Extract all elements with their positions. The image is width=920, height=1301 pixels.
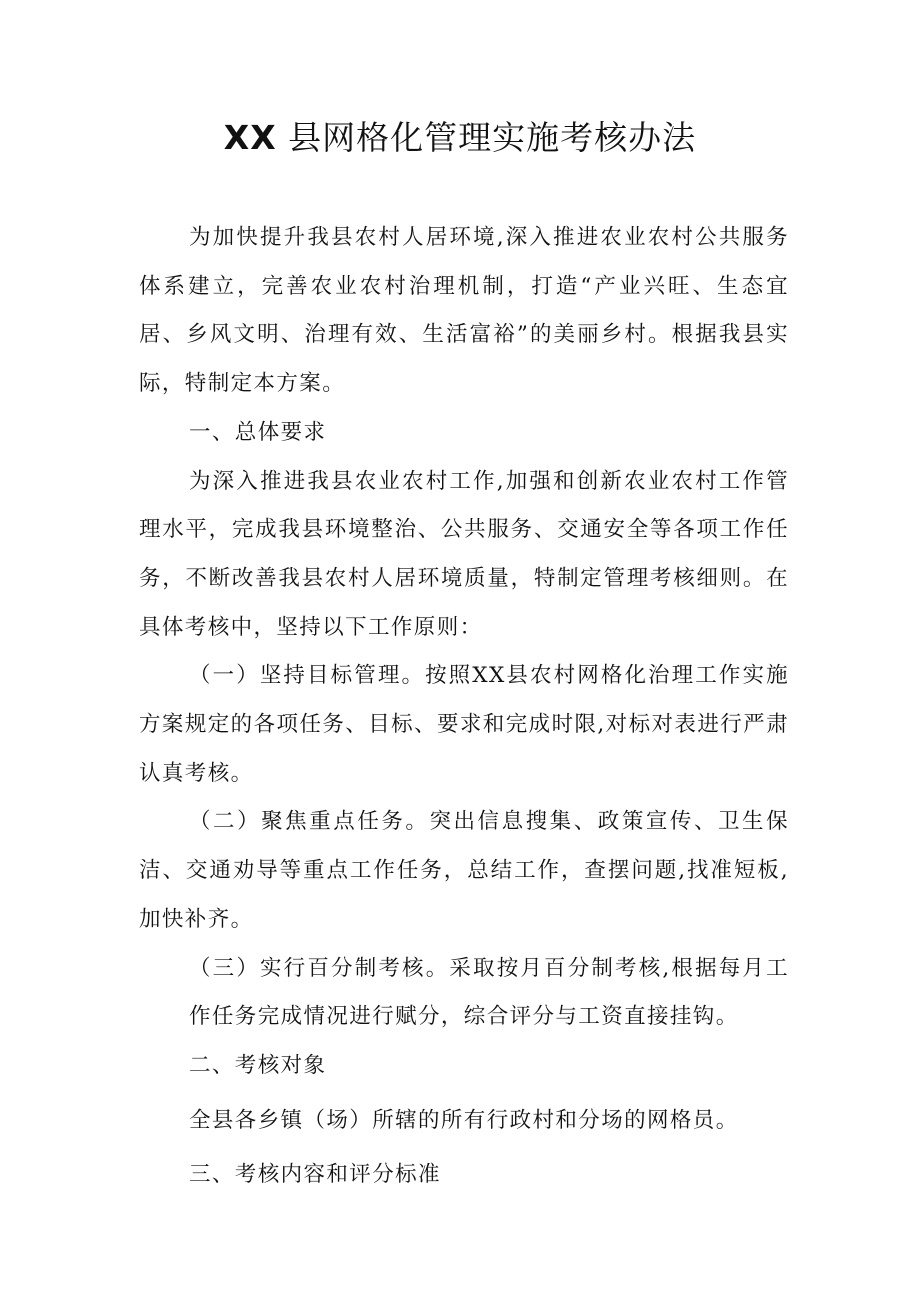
section-1-paragraph: 为深入推进我县农业农村工作,加强和创新农业农村工作管理水平，完成我县环境整治、公共服务、交通安全等各项工作任务，不断改善我县农村人居环境质量，特制定管理考核细则。在具体考核中，坚持以下工作原则：: [139, 468, 789, 640]
section-2-paragraph: 全县各乡镇（场）所辖的所有行政村和分场的网格员。: [189, 1107, 739, 1133]
principle-2-paragraph: （二）聚焦重点任务。突出信息搜集、政策宣传、卫生保洁、交通劝导等重点工作任务，总结工作，查摆问题,找准短板,加快补齐。: [139, 809, 789, 932]
section-3-heading: 三、考核内容和评分标准: [189, 1162, 441, 1188]
document-body: [139, 214, 789, 1200]
section-2-heading: 二、考核对象: [189, 1052, 327, 1078]
intro-paragraph: 为加快提升我县农村人居环境,深入推进农业农村公共服务体系建立，完善农业农村治理机制，打造“产业兴旺、生态宜居、乡风文明、治理有效、生活富裕”的美丽乡村。根据我县实际，特制定本方案。: [139, 225, 789, 397]
title-prefix: XX: [223, 118, 277, 157]
section-1-heading: 一、总体要求: [189, 419, 327, 445]
title-text: 县网格化管理实施考核办法: [276, 118, 697, 157]
document-title: [0, 112, 920, 159]
principle-1-paragraph: （一）坚持目标管理。按照XX县农村网格化治理工作实施方案规定的各项任务、目标、要求和完成时限,对标对表进行严肃认真考核。: [139, 663, 789, 786]
principle-3-paragraph: （三）实行百分制考核。采取按月百分制考核,根据每月工作任务完成情况进行赋分，综合评分与工资直接挂钩。: [189, 955, 789, 1030]
